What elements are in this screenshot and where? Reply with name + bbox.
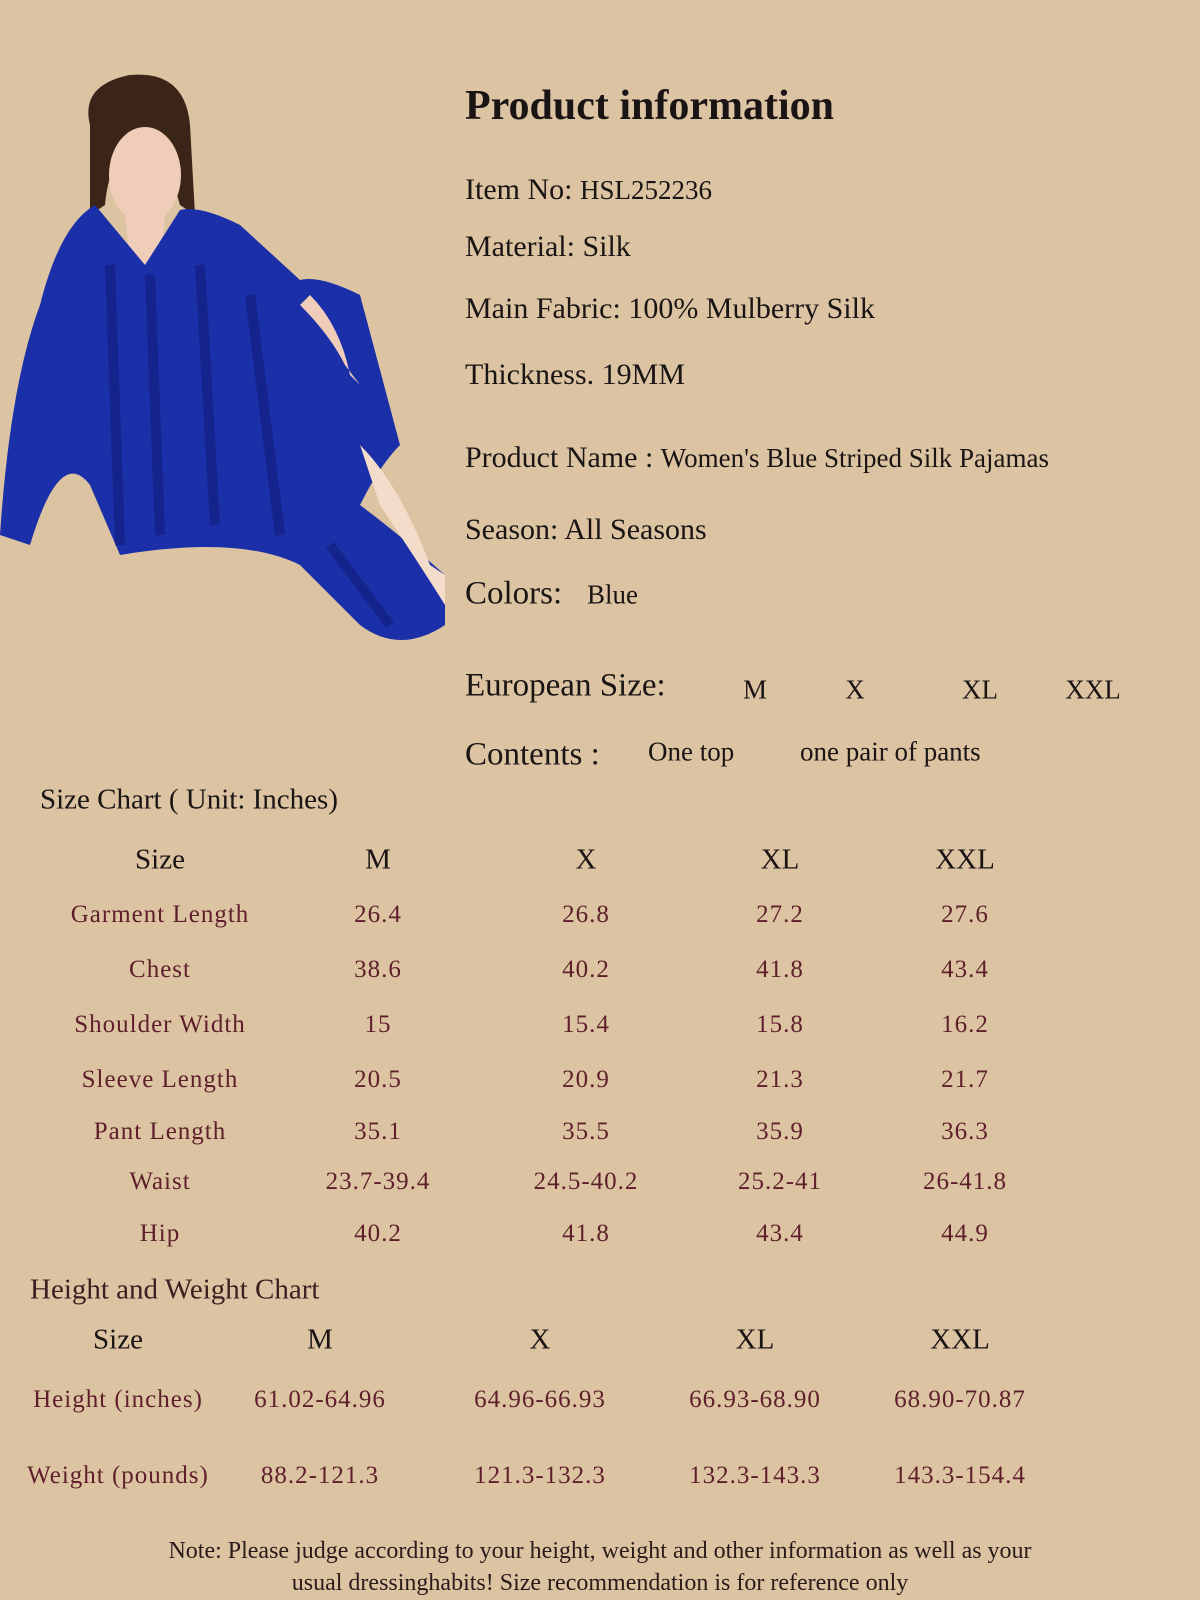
column-header: XL [735,1323,775,1356]
european-size-xl: XL [962,674,998,705]
table-cell: 61.02-64.96 [254,1386,386,1413]
fabric-row [465,292,875,326]
thickness-label: Thickness [465,358,587,391]
table-cell: 132.3-143.3 [689,1462,821,1489]
table-cell: 35.9 [756,1118,804,1145]
table-cell: 35.1 [354,1118,402,1145]
european-size-label: European Size: [465,667,666,704]
colors-value: Blue [586,579,638,610]
item-no-label: Item No: [465,173,573,206]
row-label: Sleeve Length [81,1066,239,1093]
table-cell: 26.8 [562,901,610,928]
table-cell: 64.96-66.93 [474,1386,606,1413]
material-row [465,230,631,264]
season-row [465,513,707,547]
page-title: Product information [465,83,835,129]
table-cell: 15 [364,1011,392,1038]
column-header: Size [93,1323,143,1356]
column-header: M [307,1323,333,1356]
table-cell: 16.2 [941,1011,989,1038]
fabric-value: 100% Mulberry Silk [628,292,875,325]
table-cell: 40.2 [562,956,610,983]
table-cell: 20.5 [354,1066,402,1093]
european-size-m: M [742,674,768,705]
table-cell: 21.3 [756,1066,804,1093]
table-cell: 35.5 [562,1118,610,1145]
column-header: XXL [930,1323,990,1356]
hw-chart-title: Height and Weight Chart [30,1273,320,1306]
fabric-label: Main Fabric: [465,292,621,325]
row-label: Pant Length [93,1118,227,1145]
table-cell: 23.7-39.4 [325,1168,431,1195]
european-size-x: X [845,674,865,705]
table-cell: 15.4 [562,1011,610,1038]
table-cell: 27.2 [756,901,804,928]
contents-top: One top [648,736,735,767]
table-cell: 143.3-154.4 [894,1462,1026,1489]
row-label: Chest [129,956,191,983]
item-no-value: HSL252236 [579,175,712,205]
product-name-row [465,441,1049,475]
size-chart-title: Size Chart ( Unit: Inches) [40,783,338,816]
season-label: Season: [465,513,559,546]
row-label: Height (inches) [33,1386,203,1413]
contents-label: Contents : [465,736,600,773]
table-cell: 41.8 [756,956,804,983]
table-cell: 68.90-70.87 [894,1386,1026,1413]
table-cell: 26.4 [354,901,402,928]
table-cell: 21.7 [941,1066,989,1093]
table-cell: 15.8 [756,1011,804,1038]
column-header: Size [135,843,185,876]
row-label: Waist [129,1168,191,1195]
column-header: M [365,843,391,876]
item-no-row [465,173,712,207]
table-cell: 44.9 [941,1220,989,1247]
table-cell: 121.3-132.3 [474,1462,606,1489]
material-value: Silk [582,230,631,263]
material-label: Material: [465,230,575,263]
table-cell: 41.8 [562,1220,610,1247]
row-label: Hip [139,1220,181,1247]
table-cell: 20.9 [562,1066,610,1093]
note-line-2: usual dressinghabits! Size recommendation is for reference only [291,1570,909,1596]
table-cell: 43.4 [756,1220,804,1247]
column-header: X [529,1323,551,1356]
product-name-value: Women's Blue Striped Silk Pajamas [660,443,1049,473]
note-line-1: Note: Please judge according to your height, weight and other information as well as your [168,1538,1032,1564]
column-header: XL [760,843,800,876]
table-cell: 25.2-41 [737,1168,823,1195]
season-value: All Seasons [564,513,707,546]
thickness-value: 19MM [601,358,685,391]
table-cell: 26-41.8 [922,1168,1008,1195]
row-label: Weight (pounds) [27,1462,209,1489]
table-cell: 27.6 [941,901,989,928]
colors-label: Colors: [465,575,563,612]
table-cell: 66.93-68.90 [689,1386,821,1413]
model-photo [0,65,450,675]
table-cell: 88.2-121.3 [260,1462,380,1489]
table-cell: 40.2 [354,1220,402,1247]
colors-row [465,576,638,613]
column-header: XXL [935,843,995,876]
table-cell: 43.4 [941,956,989,983]
thickness-row: Thickness. 19MM [465,358,685,391]
table-cell: 38.6 [354,956,402,983]
contents-pants: one pair of pants [800,736,981,767]
table-cell: 24.5-40.2 [533,1168,639,1195]
row-label: Shoulder Width [74,1011,246,1038]
product-name-label: Product Name : [465,441,654,474]
column-header: X [575,843,597,876]
european-size-xxl: XXL [1065,674,1121,705]
row-label: Garment Length [70,901,250,928]
table-cell: 36.3 [941,1118,989,1145]
